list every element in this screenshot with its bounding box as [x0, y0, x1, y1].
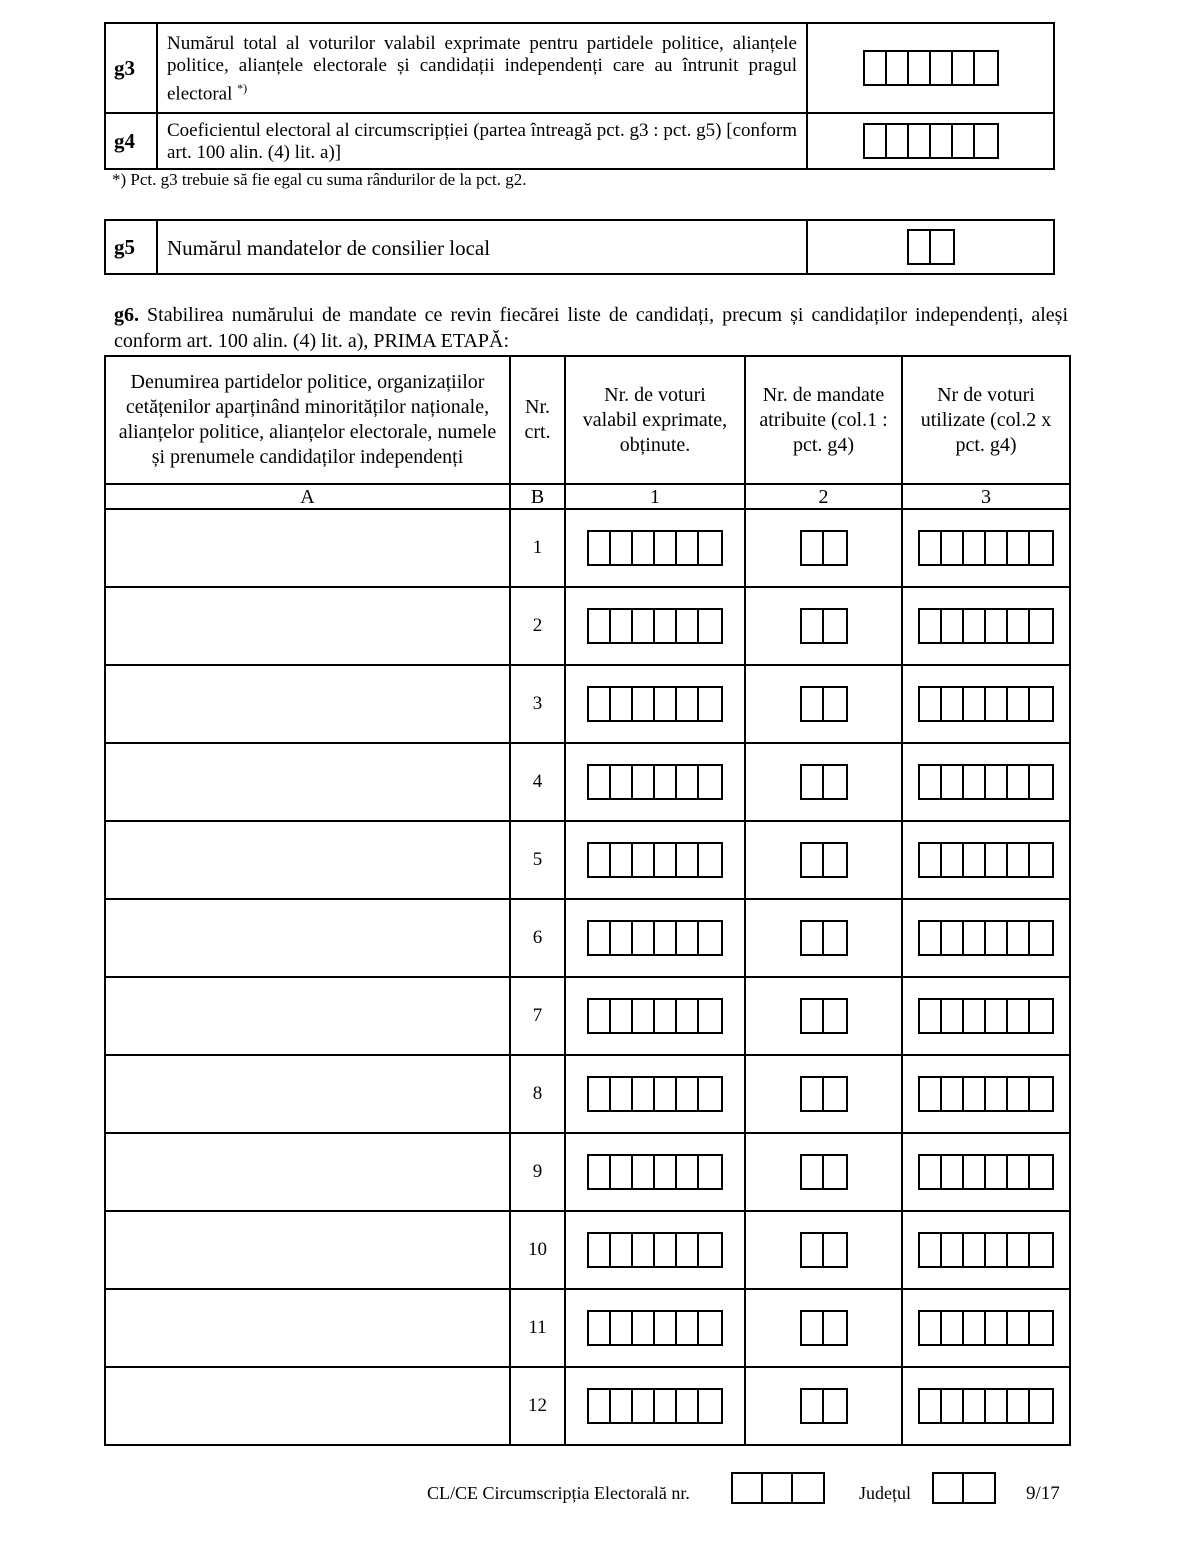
votes-obtained-boxes[interactable]: [587, 1076, 723, 1112]
votes-obtained-cell: [565, 587, 745, 665]
circumscription-number-boxes[interactable]: [731, 1472, 825, 1504]
votes-obtained-boxes[interactable]: [587, 530, 723, 566]
party-name-cell[interactable]: [105, 509, 510, 587]
party-name-cell[interactable]: [105, 899, 510, 977]
party-name-cell[interactable]: [105, 1289, 510, 1367]
mandates-assigned-boxes[interactable]: [800, 608, 848, 644]
header-mandates-assigned: Nr. de mandate atribuite (col.1 : pct. g4): [745, 356, 902, 484]
g3-footnote-marker: *): [237, 80, 248, 95]
g3-digit-boxes[interactable]: [863, 50, 999, 86]
table-row: [105, 1055, 1070, 1133]
table-row: [105, 743, 1070, 821]
votes-obtained-cell: [565, 743, 745, 821]
votes-obtained-boxes[interactable]: [587, 1388, 723, 1424]
row-number: 10: [510, 1211, 565, 1289]
table-row: [105, 509, 1070, 587]
votes-obtained-boxes[interactable]: [587, 1154, 723, 1190]
mandates-assigned-cell: [745, 509, 902, 587]
table-row: [105, 587, 1070, 665]
votes-obtained-boxes[interactable]: [587, 842, 723, 878]
g3-text: Numărul total al voturilor valabil exprimate pentru partidele politice, alianțele politice, alianțele electorale și candidații independenți care au întrunit pragul electoral: [167, 32, 797, 105]
mandates-assigned-cell: [745, 1055, 902, 1133]
g5-value-cell: [807, 220, 1054, 274]
page-footer: [0, 1472, 1182, 1512]
g3-footnote: *) Pct. g3 trebuie să fie egal cu suma rândurilor de la pct. g2.: [112, 170, 527, 189]
g3-description: [157, 23, 807, 113]
mandates-assigned-boxes[interactable]: [800, 842, 848, 878]
column-letter: A: [105, 484, 510, 509]
header-nr-crt: Nr. crt.: [510, 356, 565, 484]
votes-obtained-cell: [565, 899, 745, 977]
votes-obtained-boxes[interactable]: [587, 608, 723, 644]
column-letter: 2: [745, 484, 902, 509]
votes-used-boxes[interactable]: [918, 764, 1054, 800]
g5-description: Numărul mandatelor de consilier local: [157, 220, 807, 274]
mandates-assigned-boxes[interactable]: [800, 1232, 848, 1268]
header-votes-obtained: Nr. de voturi valabil exprimate, obținute.: [565, 356, 745, 484]
votes-used-boxes[interactable]: [918, 1388, 1054, 1424]
mandates-assigned-boxes[interactable]: [800, 1310, 848, 1346]
party-name-cell[interactable]: [105, 1055, 510, 1133]
g3-row: [105, 23, 1054, 113]
votes-used-cell: [902, 743, 1070, 821]
header-votes-used: Nr de voturi utilizate (col.2 x pct. g4): [902, 356, 1070, 484]
g6-header-row: [105, 356, 1070, 484]
g5-row: [105, 220, 1054, 274]
votes-obtained-boxes[interactable]: [587, 998, 723, 1034]
votes-used-cell: [902, 587, 1070, 665]
votes-obtained-boxes[interactable]: [587, 920, 723, 956]
votes-obtained-boxes[interactable]: [587, 1232, 723, 1268]
g6-column-letters: [105, 484, 1070, 509]
mandates-assigned-cell: [745, 977, 902, 1055]
mandates-assigned-boxes[interactable]: [800, 1388, 848, 1424]
page-number: 9/17: [1026, 1483, 1060, 1504]
g5-digit-boxes[interactable]: [907, 229, 955, 265]
mandates-assigned-cell: [745, 1289, 902, 1367]
votes-obtained-boxes[interactable]: [587, 1310, 723, 1346]
votes-obtained-cell: [565, 1133, 745, 1211]
mandates-assigned-cell: [745, 1133, 902, 1211]
g3-value-cell: [807, 23, 1054, 113]
votes-obtained-cell: [565, 977, 745, 1055]
mandates-assigned-cell: [745, 1367, 902, 1445]
votes-used-boxes[interactable]: [918, 686, 1054, 722]
g5-code: g5: [105, 220, 157, 274]
votes-used-cell: [902, 1211, 1070, 1289]
votes-used-cell: [902, 821, 1070, 899]
votes-used-boxes[interactable]: [918, 530, 1054, 566]
row-number: 12: [510, 1367, 565, 1445]
table-row: [105, 899, 1070, 977]
county-label: Județul: [859, 1483, 911, 1503]
mandates-assigned-boxes[interactable]: [800, 764, 848, 800]
table-row: [105, 821, 1070, 899]
mandates-assigned-boxes[interactable]: [800, 686, 848, 722]
votes-used-cell: [902, 1367, 1070, 1445]
g6-text: Stabilirea numărului de mandate ce revin fiecărei liste de candidați, precum și candidaților independenți, aleși conform art. 100 alin. (4) lit. a), PRIMA ETAPĂ:: [114, 304, 1068, 352]
mandates-assigned-cell: [745, 743, 902, 821]
mandates-assigned-boxes[interactable]: [800, 530, 848, 566]
votes-used-boxes[interactable]: [918, 1232, 1054, 1268]
votes-used-boxes[interactable]: [918, 1154, 1054, 1190]
party-name-cell[interactable]: [105, 1367, 510, 1445]
row-number: 5: [510, 821, 565, 899]
mandates-assigned-cell: [745, 587, 902, 665]
votes-used-cell: [902, 1133, 1070, 1211]
votes-used-cell: [902, 1289, 1070, 1367]
mandates-assigned-cell: [745, 665, 902, 743]
mandates-assigned-cell: [745, 899, 902, 977]
votes-obtained-boxes[interactable]: [587, 686, 723, 722]
row-number: 3: [510, 665, 565, 743]
votes-obtained-cell: [565, 1055, 745, 1133]
g6-table-body: [105, 509, 1070, 1445]
row-number: 11: [510, 1289, 565, 1367]
table-row: [105, 1289, 1070, 1367]
votes-used-cell: [902, 665, 1070, 743]
votes-obtained-cell: [565, 509, 745, 587]
row-number: 2: [510, 587, 565, 665]
table-row: [105, 1367, 1070, 1445]
votes-obtained-cell: [565, 821, 745, 899]
g4-row: [105, 113, 1054, 169]
votes-obtained-cell: [565, 1211, 745, 1289]
votes-used-boxes[interactable]: [918, 608, 1054, 644]
party-name-cell[interactable]: [105, 743, 510, 821]
row-number: 4: [510, 743, 565, 821]
g3-g4-table: [104, 22, 1055, 170]
header-party-name: Denumirea partidelor politice, organizațiilor cetățenilor aparținând minorităților naționale, alianțelor politice, alianțelor electorale, numele și prenumele candidaților independenți: [105, 356, 510, 484]
table-row: [105, 977, 1070, 1055]
party-name-cell[interactable]: [105, 665, 510, 743]
votes-used-boxes[interactable]: [918, 1310, 1054, 1346]
column-letter: 3: [902, 484, 1070, 509]
row-number: 7: [510, 977, 565, 1055]
votes-obtained-cell: [565, 1367, 745, 1445]
party-name-cell[interactable]: [105, 821, 510, 899]
g4-digit-boxes[interactable]: [863, 123, 999, 159]
votes-used-cell: [902, 899, 1070, 977]
row-number: 6: [510, 899, 565, 977]
votes-used-cell: [902, 509, 1070, 587]
party-name-cell[interactable]: [105, 977, 510, 1055]
votes-used-boxes[interactable]: [918, 998, 1054, 1034]
row-number: 8: [510, 1055, 565, 1133]
row-number: 9: [510, 1133, 565, 1211]
g6-table: [104, 355, 1071, 1446]
mandates-assigned-boxes[interactable]: [800, 998, 848, 1034]
table-row: [105, 1133, 1070, 1211]
mandates-assigned-boxes[interactable]: [800, 1076, 848, 1112]
votes-obtained-cell: [565, 1289, 745, 1367]
g5-table: [104, 219, 1055, 275]
votes-used-cell: [902, 1055, 1070, 1133]
mandates-assigned-boxes[interactable]: [800, 1154, 848, 1190]
party-name-cell[interactable]: [105, 1133, 510, 1211]
column-letter: 1: [565, 484, 745, 509]
table-row: [105, 665, 1070, 743]
g3-code: g3: [105, 23, 157, 113]
g6-heading: [114, 302, 1068, 354]
g4-description: Coeficientul electoral al circumscripției (partea întreagă pct. g3 : pct. g5) [conform art. 100 alin. (4) lit. a)]: [157, 113, 807, 169]
mandates-assigned-cell: [745, 1211, 902, 1289]
table-row: [105, 1211, 1070, 1289]
party-name-cell[interactable]: [105, 1211, 510, 1289]
votes-used-boxes[interactable]: [918, 1076, 1054, 1112]
circumscription-label: CL/CE Circumscripția Electorală nr.: [427, 1483, 690, 1503]
g4-code: g4: [105, 113, 157, 169]
votes-obtained-boxes[interactable]: [587, 764, 723, 800]
column-letter: B: [510, 484, 565, 509]
votes-used-boxes[interactable]: [918, 842, 1054, 878]
g4-value-cell: [807, 113, 1054, 169]
g6-code: g6.: [114, 304, 139, 326]
party-name-cell[interactable]: [105, 587, 510, 665]
votes-obtained-cell: [565, 665, 745, 743]
mandates-assigned-boxes[interactable]: [800, 920, 848, 956]
votes-used-boxes[interactable]: [918, 920, 1054, 956]
votes-used-cell: [902, 977, 1070, 1055]
mandates-assigned-cell: [745, 821, 902, 899]
row-number: 1: [510, 509, 565, 587]
county-code-boxes[interactable]: [932, 1472, 996, 1504]
